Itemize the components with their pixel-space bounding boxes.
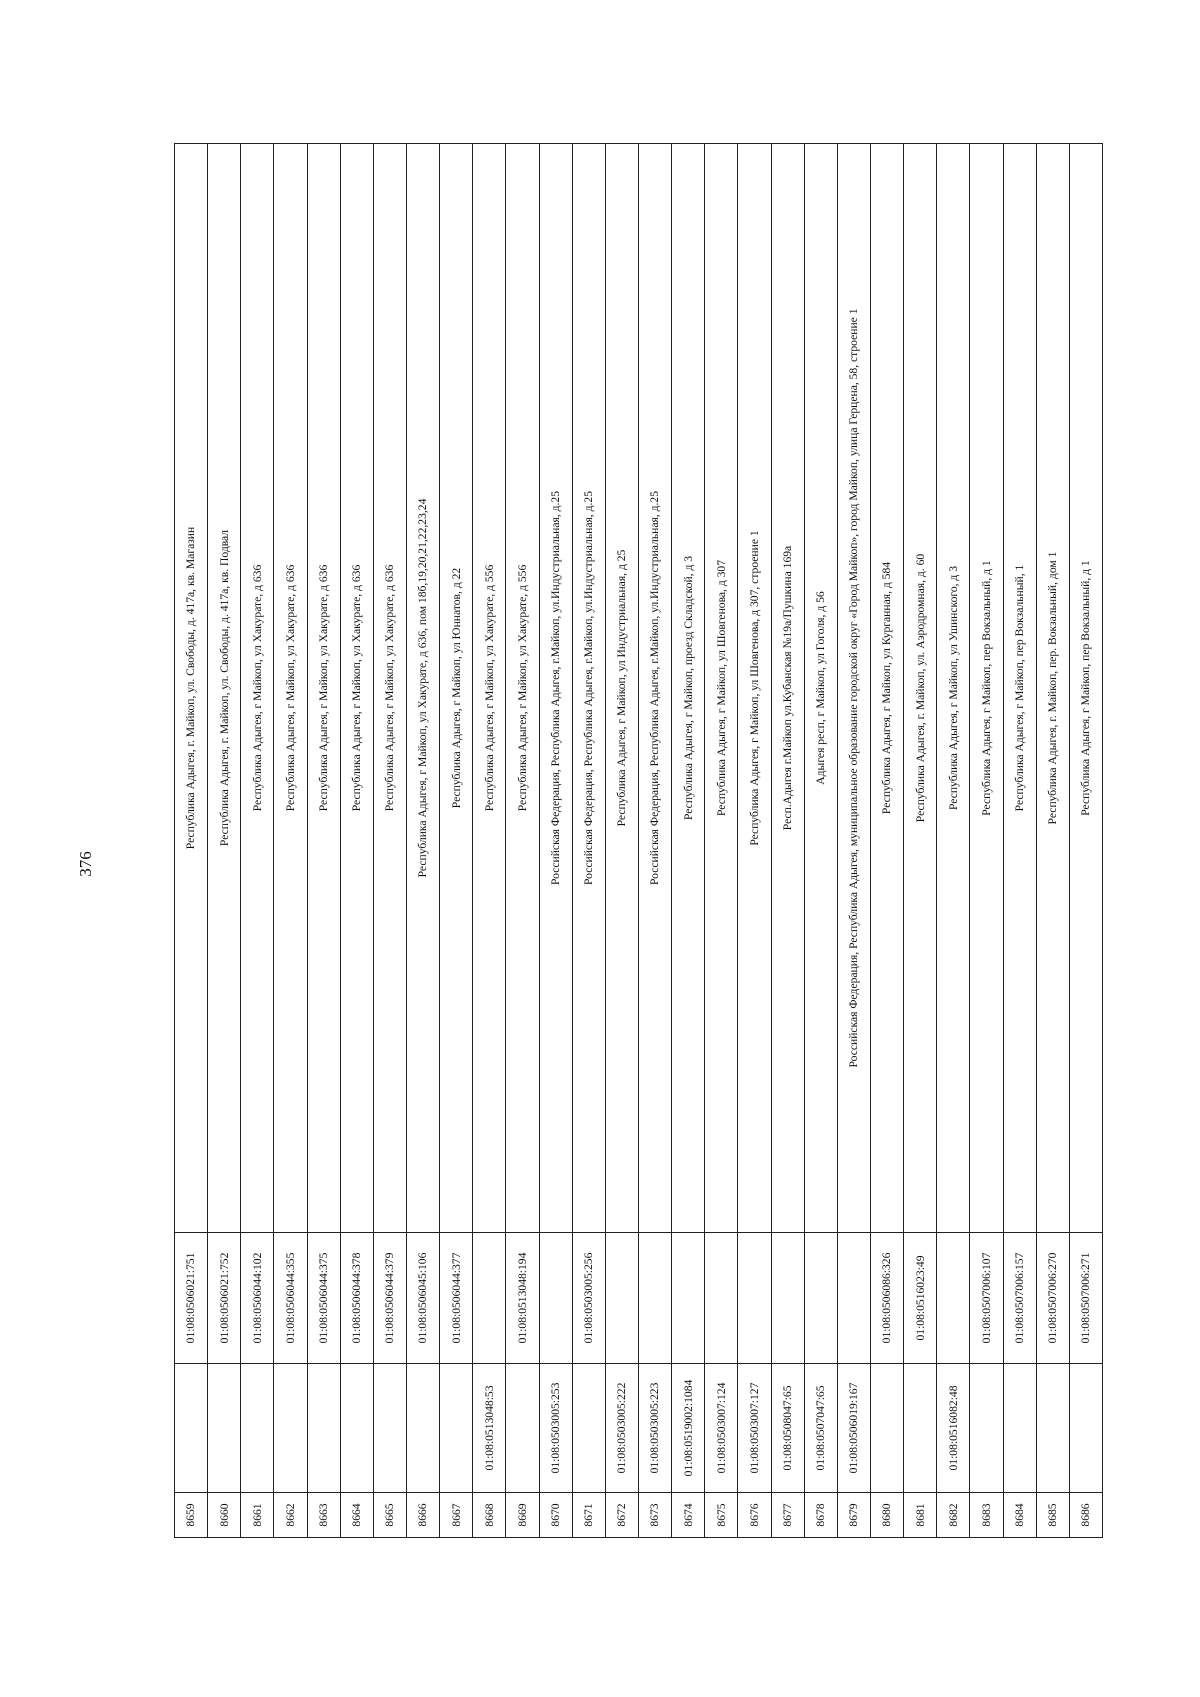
row-number-cell: 8673 (638, 1493, 671, 1538)
address-cell: Республика Адыгея, г Майкоп, ул Юннатов, д 22 (440, 144, 473, 1233)
address-cell: Республика Адыгея, г. Майкоп, пер. Вокзальный, дом 1 (1036, 144, 1069, 1233)
address-cell: Республика Адыгея, г. Майкоп, ул. Свободы, д. 417а, кв. Подвал (208, 144, 241, 1233)
row-number-cell: 8674 (672, 1493, 705, 1538)
cadastral-number-cell: 01:08:0506019:167 (837, 1364, 870, 1493)
registry-table (174, 143, 1103, 1538)
row-number-cell: 8665 (373, 1493, 406, 1538)
table-row (473, 144, 506, 1538)
cadastral-number-cell (506, 1364, 539, 1493)
object-cadastral-number-cell: 01:08:0506021:751 (175, 1233, 208, 1364)
address-cell: Российская Федерация, Республика Адыгея, г.Майкоп, ул.Индустриальная, д.25 (638, 144, 671, 1233)
table-row (970, 144, 1003, 1538)
object-cadastral-number-cell: 01:08:0513048:194 (506, 1233, 539, 1364)
page-number: 376 (76, 851, 95, 877)
row-number-cell: 8659 (175, 1493, 208, 1538)
row-number-cell: 8671 (572, 1493, 605, 1538)
cadastral-number-cell (1003, 1364, 1036, 1493)
cadastral-number-cell: 01:08:0513048:53 (473, 1364, 506, 1493)
address-cell: Республика Адыгея, г Майкоп, ул Индустриальная, д 25 (605, 144, 638, 1233)
object-cadastral-number-cell: 01:08:0506086:326 (870, 1233, 903, 1364)
address-cell: Республика Адыгея, г. Майкоп, ул. Аэродромная, д. 60 (904, 144, 937, 1233)
cadastral-number-cell: 01:08:0503005:253 (539, 1364, 572, 1493)
row-number-cell: 8668 (473, 1493, 506, 1538)
table-row (506, 144, 539, 1538)
object-cadastral-number-cell (605, 1233, 638, 1364)
row-number-cell: 8679 (837, 1493, 870, 1538)
row-number-cell: 8672 (605, 1493, 638, 1538)
address-cell: Российская Федерация, Республика Адыгея, г.Майкоп, ул.Индустриальная, д.25 (539, 144, 572, 1233)
cadastral-number-cell (970, 1364, 1003, 1493)
row-number-cell: 8663 (307, 1493, 340, 1538)
cadastral-number-cell: 01:08:0519002:1084 (672, 1364, 705, 1493)
cadastral-number-cell: 01:08:0516082:48 (937, 1364, 970, 1493)
address-cell: Республика Адыгея, г Майкоп, ул Хакурате, д 636 (274, 144, 307, 1233)
cadastral-number-cell (572, 1364, 605, 1493)
cadastral-number-cell (373, 1364, 406, 1493)
object-cadastral-number-cell: 01:08:0506044:378 (340, 1233, 373, 1364)
table-row (340, 144, 373, 1538)
table-row (937, 144, 970, 1538)
table-row (904, 144, 937, 1538)
object-cadastral-number-cell (837, 1233, 870, 1364)
address-cell: Республика Адыгея, г Майкоп, ул Хакурате, д 636 (307, 144, 340, 1233)
cadastral-number-cell: 01:08:0507047:65 (804, 1364, 837, 1493)
table-row (1069, 144, 1102, 1538)
object-cadastral-number-cell: 01:08:0506044:355 (274, 1233, 307, 1364)
object-cadastral-number-cell: 01:08:0507006:271 (1069, 1233, 1102, 1364)
table-row (738, 144, 771, 1538)
row-number-cell: 8682 (937, 1493, 970, 1538)
table-row (1003, 144, 1036, 1538)
address-cell: Республика Адыгея, г Майкоп, ул Хакурате, д 636, пом 18б,19,20,21,22,23,24 (406, 144, 439, 1233)
table-row (1036, 144, 1069, 1538)
object-cadastral-number-cell: 01:08:0506044:379 (373, 1233, 406, 1364)
registry-table-wrapper (174, 180, 1103, 1538)
object-cadastral-number-cell (937, 1233, 970, 1364)
row-number-cell: 8660 (208, 1493, 241, 1538)
address-cell: Республика Адыгея, г Майкоп, ул Хакурате, д 556 (506, 144, 539, 1233)
cadastral-number-cell: 01:08:0503007:127 (738, 1364, 771, 1493)
table-row (241, 144, 274, 1538)
address-cell: Адыгея респ, г Майкоп, ул Гоголя, д 56 (804, 144, 837, 1233)
row-number-cell: 8661 (241, 1493, 274, 1538)
table-row (406, 144, 439, 1538)
cadastral-number-cell (1036, 1364, 1069, 1493)
object-cadastral-number-cell (539, 1233, 572, 1364)
row-number-cell: 8684 (1003, 1493, 1036, 1538)
table-row (373, 144, 406, 1538)
address-cell: Республика Адыгея, г Майкоп, ул Шовгенова, д 307 (705, 144, 738, 1233)
object-cadastral-number-cell: 01:08:0507006:157 (1003, 1233, 1036, 1364)
object-cadastral-number-cell (638, 1233, 671, 1364)
row-number-cell: 8662 (274, 1493, 307, 1538)
cadastral-number-cell (274, 1364, 307, 1493)
row-number-cell: 8670 (539, 1493, 572, 1538)
object-cadastral-number-cell (672, 1233, 705, 1364)
cadastral-number-cell (241, 1364, 274, 1493)
object-cadastral-number-cell: 01:08:0507006:270 (1036, 1233, 1069, 1364)
cadastral-number-cell (440, 1364, 473, 1493)
object-cadastral-number-cell: 01:08:0507006:107 (970, 1233, 1003, 1364)
row-number-cell: 8666 (406, 1493, 439, 1538)
address-cell: Российская Федерация, Республика Адыгея, муниципальное образование городской округ «Город Майкоп», город Майкоп, улица Герцена, 58, строение 1 (837, 144, 870, 1233)
row-number-cell: 8686 (1069, 1493, 1102, 1538)
cadastral-number-cell: 01:08:0503007:124 (705, 1364, 738, 1493)
address-cell: Республика Адыгея, г Майкоп, пер Вокзальный, д 1 (1069, 144, 1102, 1233)
row-number-cell: 8669 (506, 1493, 539, 1538)
row-number-cell: 8675 (705, 1493, 738, 1538)
row-number-cell: 8683 (970, 1493, 1003, 1538)
cadastral-number-cell (870, 1364, 903, 1493)
row-number-cell: 8678 (804, 1493, 837, 1538)
object-cadastral-number-cell (705, 1233, 738, 1364)
object-cadastral-number-cell (771, 1233, 804, 1364)
cadastral-number-cell (208, 1364, 241, 1493)
address-cell: Респ.Адыгея г.Майкоп ул.Кубанская №19а/Пушкина 169а (771, 144, 804, 1233)
object-cadastral-number-cell (473, 1233, 506, 1364)
object-cadastral-number-cell (804, 1233, 837, 1364)
address-cell: Республика Адыгея, г Майкоп, пер Вокзальный, д 1 (970, 144, 1003, 1233)
table-row (605, 144, 638, 1538)
object-cadastral-number-cell: 01:08:0506044:377 (440, 1233, 473, 1364)
table-row (572, 144, 605, 1538)
address-cell: Республика Адыгея, г Майкоп, ул Ушинского, д 3 (937, 144, 970, 1233)
table-row (804, 144, 837, 1538)
row-number-cell: 8680 (870, 1493, 903, 1538)
table-row (638, 144, 671, 1538)
table-row (870, 144, 903, 1538)
table-row (307, 144, 340, 1538)
cadastral-number-cell (175, 1364, 208, 1493)
table-row (705, 144, 738, 1538)
address-cell: Российская Федерация, Республика Адыгея, г.Майкоп, ул.Индустриальная, д.25 (572, 144, 605, 1233)
cadastral-number-cell: 01:08:0508047:65 (771, 1364, 804, 1493)
object-cadastral-number-cell: 01:08:0506045:106 (406, 1233, 439, 1364)
cadastral-number-cell: 01:08:0503005:222 (605, 1364, 638, 1493)
row-number-cell: 8664 (340, 1493, 373, 1538)
registry-table-body (175, 144, 1103, 1538)
object-cadastral-number-cell: 01:08:0503005:256 (572, 1233, 605, 1364)
address-cell: Республика Адыгея, г Майкоп, пер Вокзальный, 1 (1003, 144, 1036, 1233)
table-row (539, 144, 572, 1538)
object-cadastral-number-cell: 01:08:0506021:752 (208, 1233, 241, 1364)
row-number-cell: 8685 (1036, 1493, 1069, 1538)
table-row (440, 144, 473, 1538)
row-number-cell: 8681 (904, 1493, 937, 1538)
table-row (175, 144, 208, 1538)
address-cell: Республика Адыгея, г Майкоп, ул Хакурате, д 636 (373, 144, 406, 1233)
table-row (837, 144, 870, 1538)
cadastral-number-cell (307, 1364, 340, 1493)
cadastral-number-cell (1069, 1364, 1102, 1493)
address-cell: Республика Адыгея, г Майкоп, проезд Складской, д 3 (672, 144, 705, 1233)
object-cadastral-number-cell: 01:08:0506044:375 (307, 1233, 340, 1364)
row-number-cell: 8667 (440, 1493, 473, 1538)
address-cell: Республика Адыгея, г Майкоп, ул Курганная, д 584 (870, 144, 903, 1233)
address-cell: Республика Адыгея, г. Майкоп, ул. Свободы, д. 417а, кв. Магазин (175, 144, 208, 1233)
cadastral-number-cell: 01:08:0503005:223 (638, 1364, 671, 1493)
row-number-cell: 8676 (738, 1493, 771, 1538)
address-cell: Республика Адыгея, г Майкоп, ул Хакурате, д 636 (241, 144, 274, 1233)
object-cadastral-number-cell: 01:08:0516023:49 (904, 1233, 937, 1364)
table-row (274, 144, 307, 1538)
row-number-cell: 8677 (771, 1493, 804, 1538)
address-cell: Республика Адыгея, г Майкоп, ул Шовгенова, д 307, строение 1 (738, 144, 771, 1233)
address-cell: Республика Адыгея, г Майкоп, ул Хакурате, д 636 (340, 144, 373, 1233)
table-row (208, 144, 241, 1538)
table-row (672, 144, 705, 1538)
address-cell: Республика Адыгея, г Майкоп, ул Хакурате, д 556 (473, 144, 506, 1233)
object-cadastral-number-cell: 01:08:0506044:102 (241, 1233, 274, 1364)
cadastral-number-cell (406, 1364, 439, 1493)
cadastral-number-cell (904, 1364, 937, 1493)
object-cadastral-number-cell (738, 1233, 771, 1364)
cadastral-number-cell (340, 1364, 373, 1493)
table-row (771, 144, 804, 1538)
